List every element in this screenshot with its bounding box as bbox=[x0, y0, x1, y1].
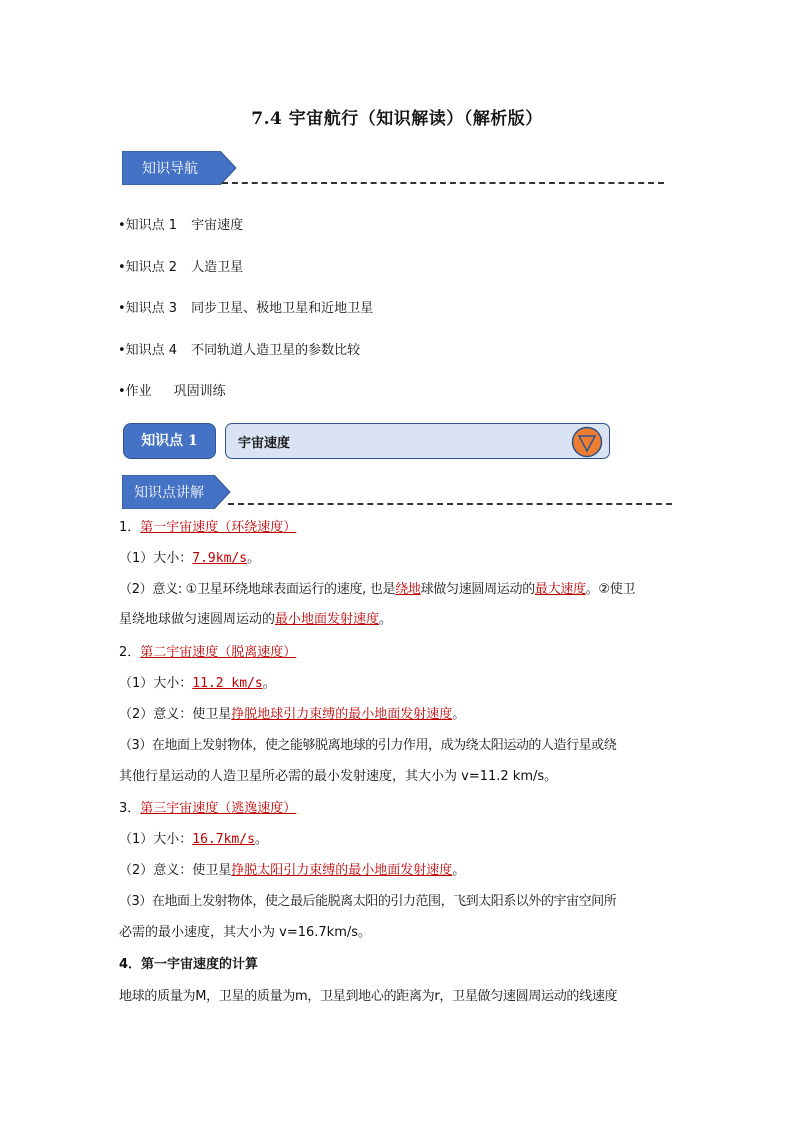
nav-item-label: •知识点 3 bbox=[118, 301, 178, 316]
section-4-text: 地球的质量为M，卫星的质量为m，卫星到地心的距离为r，卫星做匀速圆周运动的线速度 bbox=[119, 989, 618, 1004]
section-3-heading: 3．第三宇宙速度（逃逸速度） bbox=[119, 801, 297, 816]
nav-item-4[interactable] bbox=[118, 339, 360, 358]
nav-item-3[interactable] bbox=[118, 297, 373, 316]
section-1-size: （1）大小：7.9km/s。 bbox=[119, 551, 261, 566]
divider bbox=[228, 503, 672, 505]
divider bbox=[222, 182, 664, 184]
section-1-meaning-cont: 星绕地球做匀速圆周运动的最小地面发射速度。 bbox=[119, 612, 393, 627]
explain-banner-label: 知识点讲解 bbox=[134, 485, 204, 501]
section-4-heading: 4．第一宇宙速度的计算 bbox=[119, 957, 259, 972]
section-3-detail-cont: 必需的最小速度，其大小为 v=16.7km/s。 bbox=[119, 925, 372, 940]
nav-item-2[interactable] bbox=[118, 256, 243, 275]
nav-item-text: 宇宙速度 bbox=[191, 218, 244, 233]
section-2-detail: （3）在地面上发射物体，使之能够脱离地球的引力作用，成为绕太阳运动的人造行星或绕 bbox=[119, 738, 617, 753]
nav-item-label: •知识点 1 bbox=[118, 218, 178, 233]
nav-item-text: 巩固训练 bbox=[173, 384, 226, 399]
section-2-size: （1）大小：11.2 km/s。 bbox=[119, 676, 276, 691]
section-2-detail-cont: 其他行星运动的人造卫星所必需的最小发射速度，其大小为 v=11.2 km/s。 bbox=[119, 769, 558, 784]
section-2-meaning: （2）意义：使卫星挣脱地球引力束缚的最小地面发射速度。 bbox=[119, 707, 466, 722]
knowledge-point-badge: 知识点 1 bbox=[123, 423, 216, 459]
nav-item-text: 同步卫星、极地卫星和近地卫星 bbox=[191, 301, 374, 316]
nav-banner bbox=[122, 151, 238, 185]
section-1-meaning: （2）意义: ①卫星环绕地球表面运行的速度, 也是绕地球做匀速圆周运动的最大速度。②使卫 bbox=[119, 582, 636, 597]
page-title: 7.4 宇宙航行（知识解读）（解析版） bbox=[251, 109, 543, 129]
nav-item-text: 人造卫星 bbox=[191, 260, 244, 275]
knowledge-point-title: 宇宙速度 bbox=[238, 436, 291, 451]
nav-item-label: •知识点 4 bbox=[118, 343, 178, 358]
section-1-heading: 1．第一宇宙速度（环绕速度） bbox=[119, 520, 297, 535]
nav-item-1[interactable] bbox=[118, 214, 243, 233]
section-3-detail: （3）在地面上发射物体，使之最后能脱离太阳的引力范围，飞到太阳系以外的宇宙空间所 bbox=[119, 894, 617, 909]
section-3-meaning: （2）意义：使卫星挣脱太阳引力束缚的最小地面发射速度。 bbox=[119, 863, 466, 878]
nav-item-text: 不同轨道人造卫星的参数比较 bbox=[191, 343, 361, 358]
nav-item-label: •知识点 2 bbox=[118, 260, 178, 275]
nav-item-homework[interactable] bbox=[118, 380, 226, 399]
section-2-heading: 2．第二宇宙速度（脱离速度） bbox=[119, 645, 297, 660]
nav-item-label: •作业 bbox=[118, 384, 152, 399]
explain-banner bbox=[122, 475, 232, 509]
nav-banner-label: 知识导航 bbox=[142, 161, 198, 177]
knowledge-point-title-box[interactable] bbox=[225, 423, 610, 459]
expand-down-icon[interactable] bbox=[571, 426, 603, 458]
section-3-size: （1）大小：16.7km/s。 bbox=[119, 832, 268, 847]
